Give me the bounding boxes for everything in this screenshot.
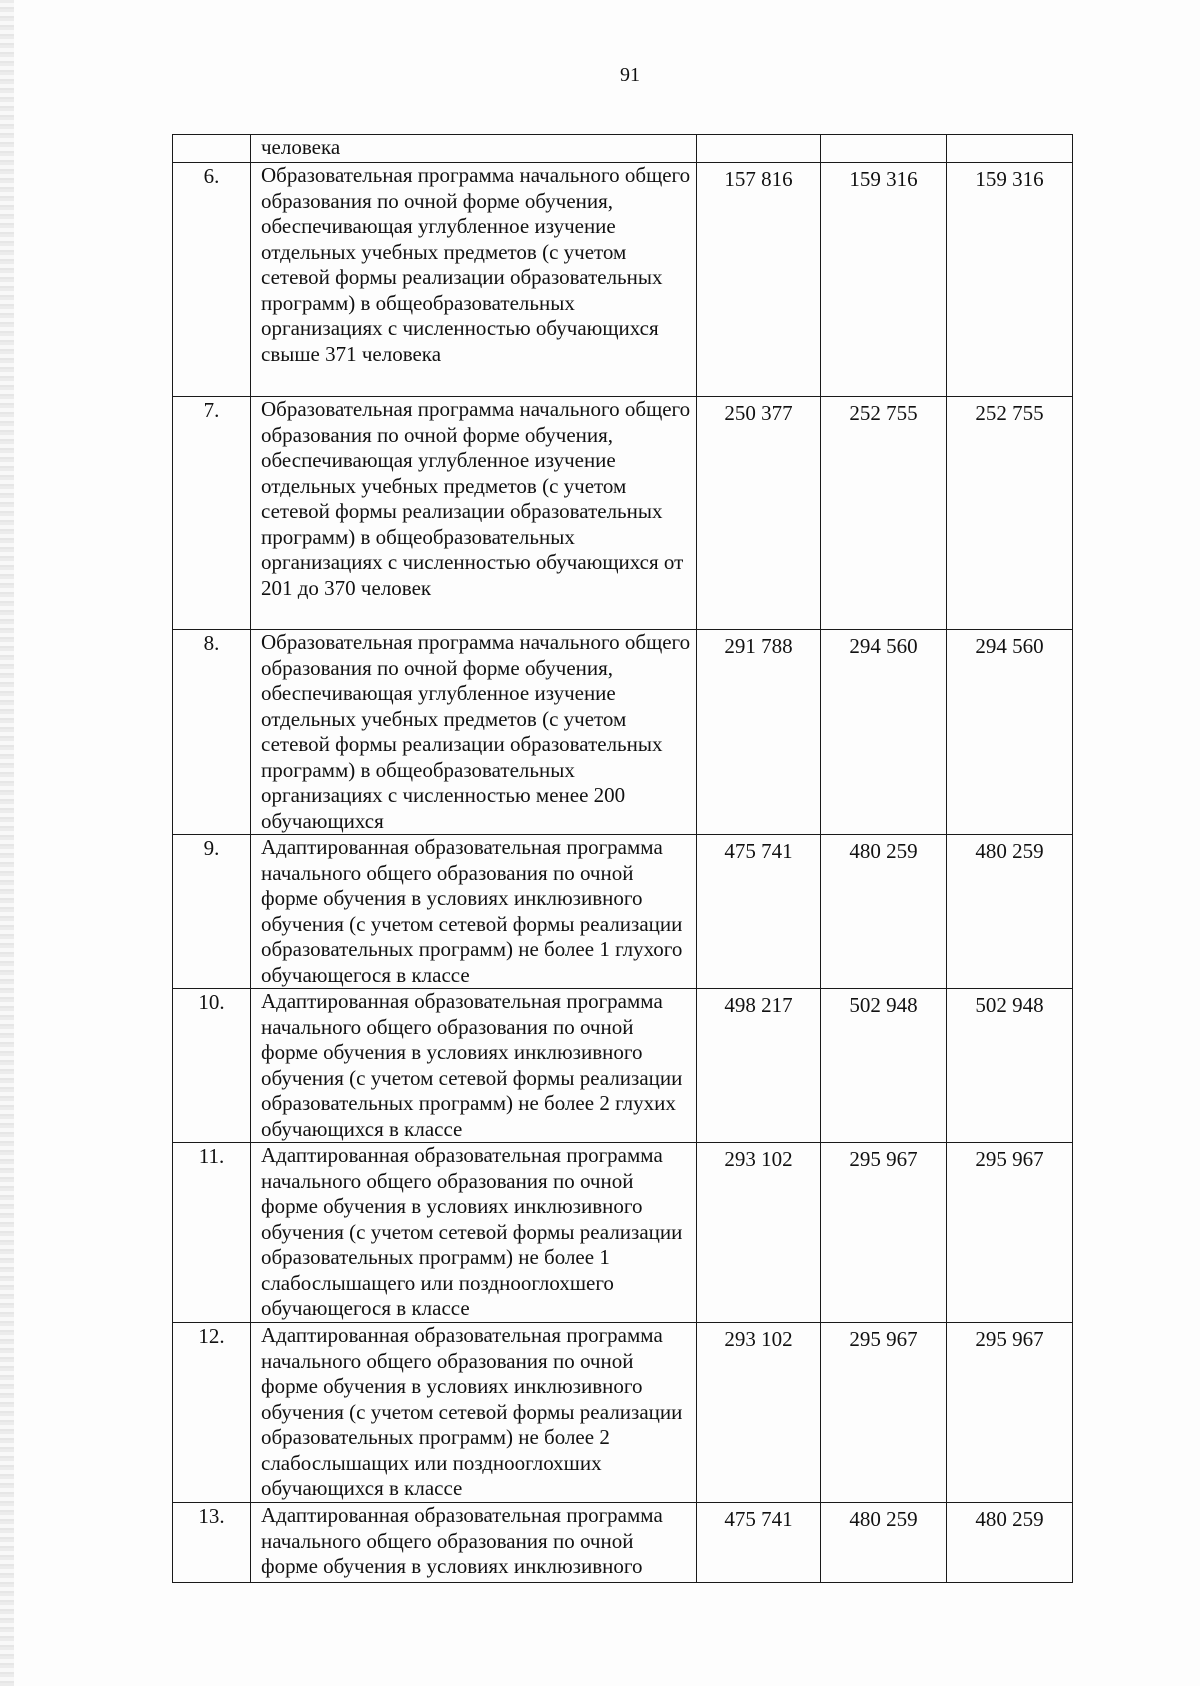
row-value-2: 295 967 (821, 1143, 947, 1323)
row-number: 9. (173, 835, 251, 989)
row-description: Адаптированная образовательная программа начального общего образования по очной форме обучения в условиях инклюзивного (251, 1503, 697, 1583)
row-value-2: 159 316 (821, 163, 947, 397)
row-number (173, 135, 251, 163)
table-row (173, 163, 1073, 397)
row-value-3: 502 948 (947, 989, 1073, 1143)
row-number: 11. (173, 1143, 251, 1323)
row-value-3: 295 967 (947, 1143, 1073, 1323)
row-value-3: 480 259 (947, 1503, 1073, 1583)
row-number: 12. (173, 1323, 251, 1503)
row-value-1: 293 102 (697, 1143, 821, 1323)
row-value-3: 252 755 (947, 397, 1073, 630)
table-row (173, 989, 1073, 1143)
row-value-1: 498 217 (697, 989, 821, 1143)
table-row (173, 835, 1073, 989)
table-row (173, 397, 1073, 630)
row-number: 8. (173, 630, 251, 835)
row-description: Адаптированная образовательная программа начального общего образования по очной форме обучения в условиях инклюзивного обучения (с учетом сетевой формы реализации образовательных программ) не более 1 глухого обучающегося в классе (251, 835, 697, 989)
row-number: 6. (173, 163, 251, 397)
row-value-2 (821, 135, 947, 163)
row-value-3: 480 259 (947, 835, 1073, 989)
table-row (173, 630, 1073, 835)
table-row (173, 1143, 1073, 1323)
table-row-continuation (173, 135, 1073, 163)
row-value-3: 159 316 (947, 163, 1073, 397)
row-value-3 (947, 135, 1073, 163)
row-description: Адаптированная образовательная программа начального общего образования по очной форме обучения в условиях инклюзивного обучения (с учетом сетевой формы реализации образовательных программ) не более 1 слабослышащего или позднооглохшего обучающегося в классе (251, 1143, 697, 1323)
row-description: Образовательная программа начального общего образования по очной форме обучения, обеспечивающая углубленное изучение отдельных учебных предметов (с учетом сетевой формы реализации образовательных программ) в общеобразовательных организациях с численностью менее 200 обучающихся (251, 630, 697, 835)
row-description: человека (251, 135, 697, 163)
row-value-1: 157 816 (697, 163, 821, 397)
row-value-1 (697, 135, 821, 163)
row-number: 13. (173, 1503, 251, 1583)
row-value-2: 294 560 (821, 630, 947, 835)
scan-edge (0, 0, 14, 1686)
table-row (173, 1323, 1073, 1503)
tariff-table (172, 134, 1073, 1583)
row-value-3: 294 560 (947, 630, 1073, 835)
row-value-2: 480 259 (821, 835, 947, 989)
row-value-2: 252 755 (821, 397, 947, 630)
row-value-2: 295 967 (821, 1323, 947, 1503)
row-description: Образовательная программа начального общего образования по очной форме обучения, обеспечивающая углубленное изучение отдельных учебных предметов (с учетом сетевой формы реализации образовательных программ) в общеобразовательных организациях с численностью обучающихся свыше 371 человека (251, 163, 697, 397)
row-value-2: 480 259 (821, 1503, 947, 1583)
table-row (173, 1503, 1073, 1583)
row-number: 10. (173, 989, 251, 1143)
row-value-1: 475 741 (697, 835, 821, 989)
row-value-2: 502 948 (821, 989, 947, 1143)
page-number: 91 (620, 64, 640, 86)
row-value-1: 291 788 (697, 630, 821, 835)
row-number: 7. (173, 397, 251, 630)
row-value-3: 295 967 (947, 1323, 1073, 1503)
row-description: Образовательная программа начального общего образования по очной форме обучения, обеспечивающая углубленное изучение отдельных учебных предметов (с учетом сетевой формы реализации образовательных программ) в общеобразовательных организациях с численностью обучающихся от 201 до 370 человек (251, 397, 697, 630)
row-value-1: 293 102 (697, 1323, 821, 1503)
row-value-1: 475 741 (697, 1503, 821, 1583)
row-description: Адаптированная образовательная программа начального общего образования по очной форме обучения в условиях инклюзивного обучения (с учетом сетевой формы реализации образовательных программ) не более 2 слабослышащих или позднооглохших обучающихся в классе (251, 1323, 697, 1503)
row-description: Адаптированная образовательная программа начального общего образования по очной форме обучения в условиях инклюзивного обучения (с учетом сетевой формы реализации образовательных программ) не более 2 глухих обучающихся в классе (251, 989, 697, 1143)
row-value-1: 250 377 (697, 397, 821, 630)
